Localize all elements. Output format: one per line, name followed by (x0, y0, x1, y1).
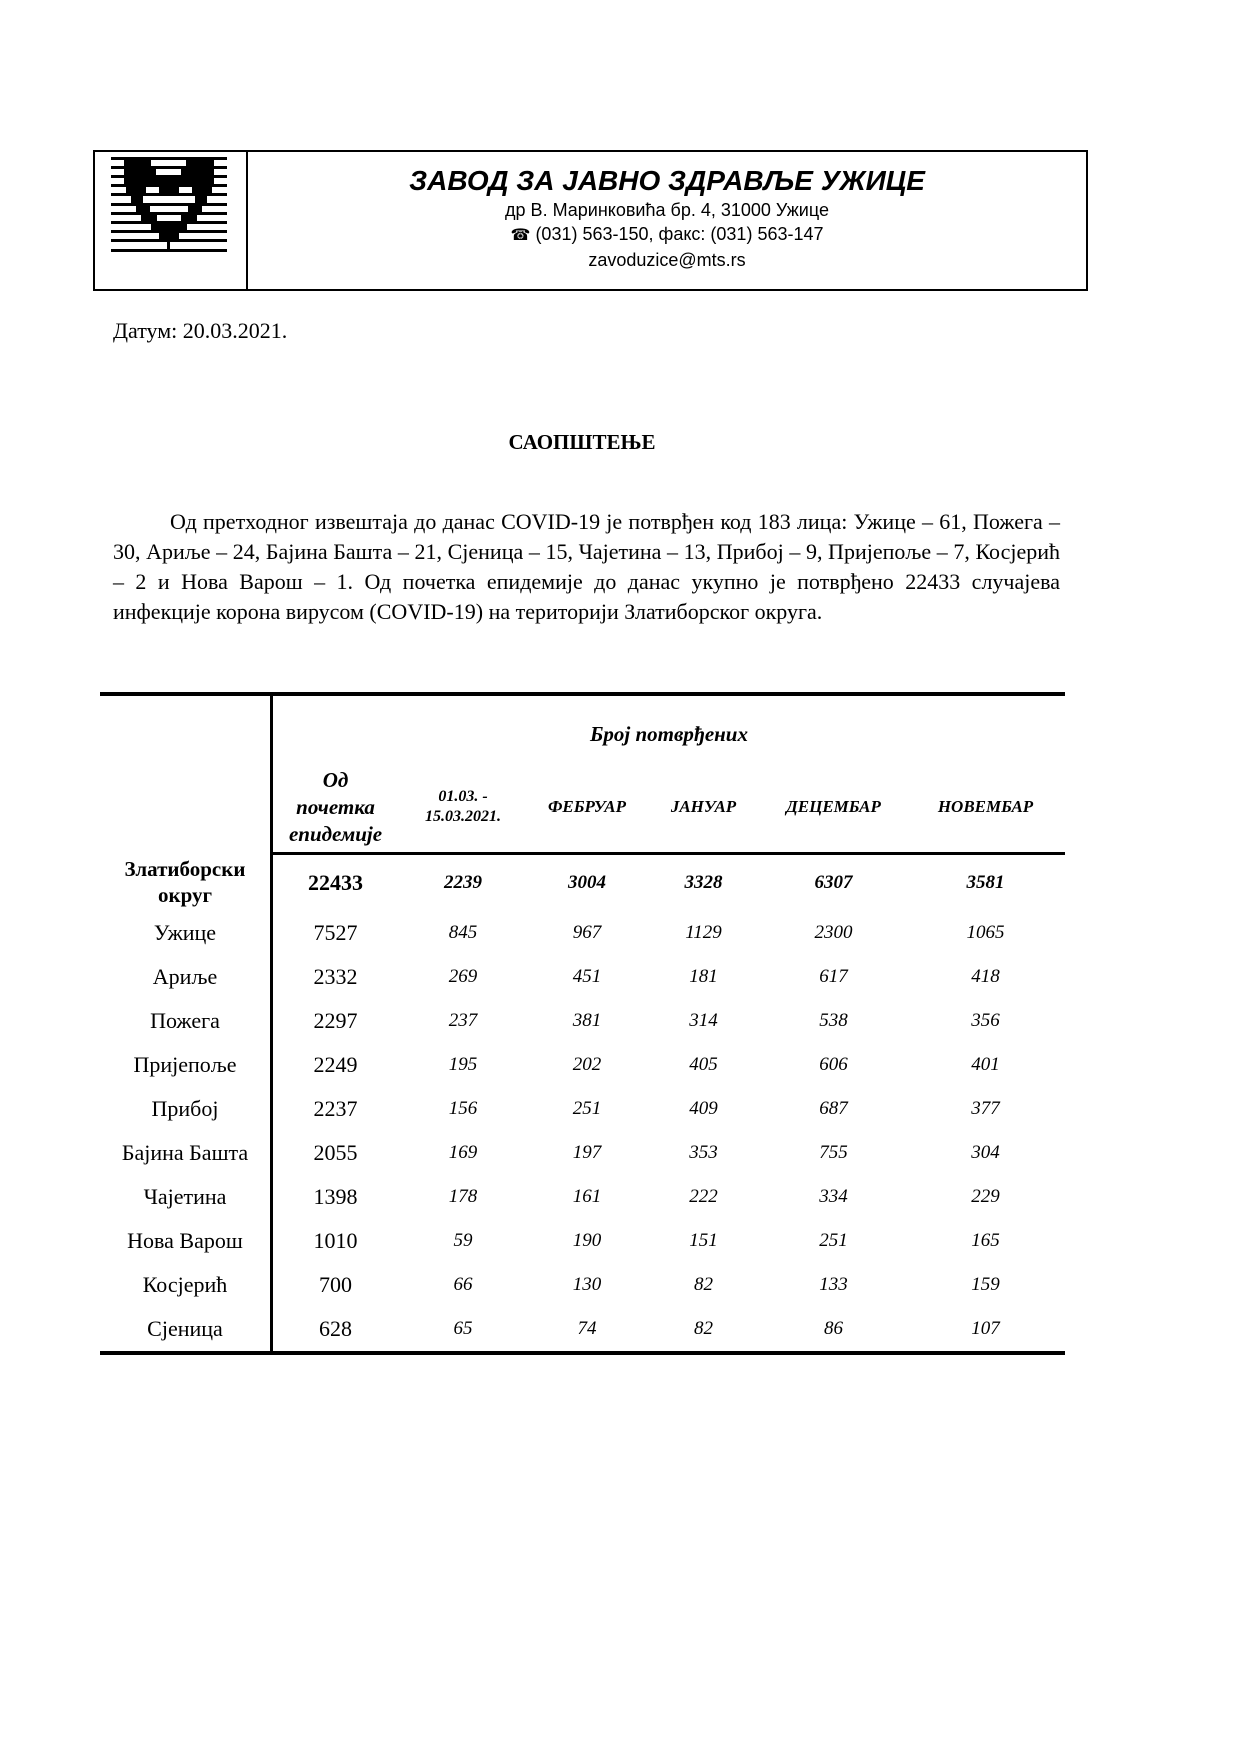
cell-dec: 606 (819, 1054, 848, 1075)
row-label: Сјеница (100, 1307, 272, 1353)
cell-jan: 405 (689, 1054, 718, 1075)
row-label: Ужице (100, 911, 272, 955)
cell-total: 2297 (313, 1008, 358, 1033)
cell-total: 2249 (313, 1052, 358, 1077)
group-header: Број потврђених (272, 694, 1066, 762)
row-label: Ариље (100, 955, 272, 999)
cell-jan: 3328 (684, 872, 723, 893)
cell-dec: 617 (819, 966, 848, 987)
cell-range: 156 (448, 1098, 478, 1119)
cell-feb: 161 (572, 1186, 602, 1207)
cell-feb: 197 (572, 1142, 602, 1163)
cell-range: 169 (448, 1142, 478, 1163)
organization-name: ЗАВОД ЗА ЈАВНО ЗДРАВЉЕ УЖИЦЕ (409, 165, 925, 196)
organization-address: др В. Маринковића бр. 4, 31000 Ужице (505, 200, 829, 220)
cell-nov: 418 (971, 966, 1000, 987)
announcement-paragraph: Од претходног извештаја до данас COVID-19 је потврђен код 183 лица: Ужице – 61, Пожега – 30, Ариље – 24, Бајина Башта – 21, Сјеница – 15, Чајетина – 13, Прибој – 9, Пријепоље – 7, Косјерић – 2 и Нова Варош – 1. Од почетка епидемије до данас укупно је потврђено 22433 случајева инфекције корона вирусом (COVID-19) на територији Златиборског округа. (113, 509, 1060, 624)
table-row (100, 1175, 1065, 1219)
row-label: Чајетина (100, 1175, 272, 1219)
cell-nov: 3581 (966, 872, 1005, 893)
cell-nov: 165 (971, 1230, 1000, 1251)
institute-emblem-icon (111, 157, 227, 255)
cell-dec: 538 (819, 1010, 848, 1031)
cell-jan: 314 (689, 1010, 718, 1031)
cell-jan: 82 (646, 1307, 761, 1353)
table-row (100, 1043, 1065, 1087)
row-label: Златиборски округ (100, 854, 272, 912)
row-label: Нова Варош (100, 1219, 272, 1263)
cell-total: 7527 (313, 920, 358, 945)
cell-nov: 304 (971, 1142, 1000, 1163)
cell-jan: 353 (689, 1142, 718, 1163)
row-label: Косјерић (100, 1263, 272, 1307)
organization-phone (248, 222, 1086, 248)
cell-range: 65 (398, 1307, 528, 1353)
cell-range: 269 (448, 966, 478, 987)
table-row (100, 955, 1065, 999)
phone-numbers: (031) 563-150, факс: (031) 563-147 (535, 224, 824, 244)
cell-dec: 6307 (814, 872, 853, 893)
cell-dec: 755 (819, 1142, 848, 1163)
cell-feb: 381 (572, 1010, 602, 1031)
letterhead-text (248, 152, 1086, 289)
column-header-range: 01.03. - 15.03.2021. (398, 762, 528, 854)
cell-dec: 687 (819, 1098, 848, 1119)
cell-range: 66 (453, 1274, 473, 1295)
table-row (100, 1219, 1065, 1263)
cell-dec: 86 (761, 1307, 906, 1353)
cell-feb: 967 (572, 922, 602, 943)
cell-feb: 251 (572, 1098, 602, 1119)
row-label: Пожега (100, 999, 272, 1043)
cell-feb: 190 (572, 1230, 602, 1251)
cell-total: 628 (272, 1307, 399, 1353)
cell-range: 237 (448, 1010, 478, 1031)
cell-jan: 181 (689, 966, 718, 987)
table-row (100, 1131, 1065, 1175)
logo-cell (95, 152, 248, 289)
column-header-jan: ЈАНУАР (646, 762, 761, 854)
cell-jan: 222 (689, 1186, 718, 1207)
table-row (100, 1263, 1065, 1307)
cell-nov: 159 (971, 1274, 1000, 1295)
cell-jan: 409 (689, 1098, 718, 1119)
cell-range: 178 (448, 1186, 478, 1207)
column-header-dec: ДЕЦЕМБАР (761, 762, 906, 854)
cell-dec: 251 (819, 1230, 848, 1251)
cell-total: 2237 (313, 1096, 358, 1121)
cases-table (100, 692, 1065, 1355)
organization-email: zavoduzice@mts.rs (588, 250, 746, 270)
corner-cell (100, 694, 272, 854)
letterhead (93, 150, 1088, 291)
table-row (100, 911, 1065, 955)
cell-jan: 1129 (685, 922, 722, 943)
cell-dec: 334 (819, 1186, 848, 1207)
cell-range: 845 (448, 922, 478, 943)
cell-feb: 130 (572, 1274, 602, 1295)
cell-feb: 3004 (568, 872, 606, 893)
phone-icon: ☎ (510, 227, 531, 244)
row-label: Прибој (100, 1087, 272, 1131)
column-header-since-start: Од почетка епидемије (272, 762, 399, 854)
cell-nov: 229 (971, 1186, 1000, 1207)
table-row (100, 1307, 1065, 1353)
document-date: Датум: 20.03.2021. (113, 318, 288, 343)
cell-feb: 74 (528, 1307, 646, 1353)
cell-total: 2332 (313, 964, 358, 989)
cell-range: 2239 (444, 872, 482, 893)
table-row-district (100, 854, 1065, 912)
cell-nov: 377 (971, 1098, 1000, 1119)
cell-range: 59 (453, 1230, 473, 1251)
column-header-feb: ФЕБРУАР (528, 762, 646, 854)
cell-jan: 151 (689, 1230, 718, 1251)
cell-range: 195 (448, 1054, 478, 1075)
table-row (100, 999, 1065, 1043)
cell-total: 700 (319, 1272, 352, 1297)
cell-dec: 2300 (814, 922, 853, 943)
cell-nov: 107 (906, 1307, 1065, 1353)
cell-nov: 401 (971, 1054, 1000, 1075)
cell-dec: 133 (819, 1274, 848, 1295)
cell-jan: 82 (694, 1274, 713, 1295)
document-title: САОПШТЕЊЕ (508, 430, 656, 454)
cell-total: 2055 (313, 1140, 358, 1165)
column-header-nov: НОВЕМБАР (906, 762, 1065, 854)
cell-total: 1398 (313, 1184, 358, 1209)
cell-nov: 1065 (966, 922, 1005, 943)
cell-nov: 356 (971, 1010, 1000, 1031)
cell-total: 22433 (308, 870, 363, 895)
table-row (100, 1087, 1065, 1131)
cell-total: 1010 (313, 1228, 358, 1253)
row-label: Пријепоље (100, 1043, 272, 1087)
cell-feb: 451 (572, 966, 602, 987)
cell-feb: 202 (572, 1054, 602, 1075)
row-label: Бајина Башта (100, 1131, 272, 1175)
